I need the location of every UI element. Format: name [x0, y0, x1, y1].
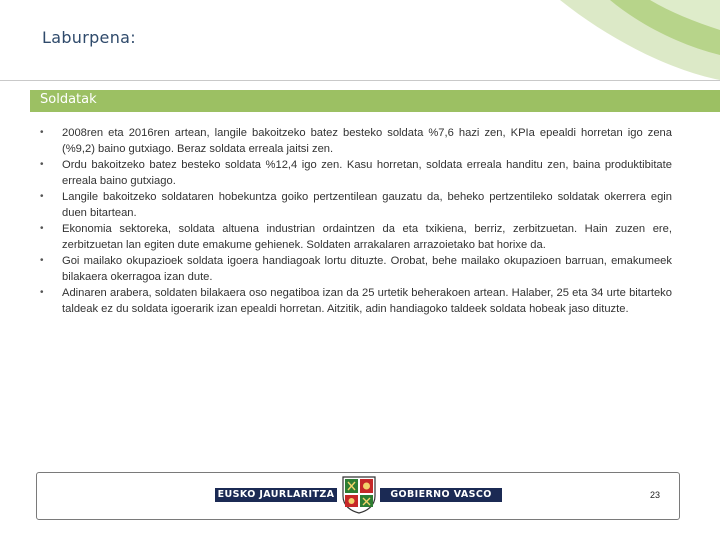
- bullet-text: Adinaren arabera, soldaten bilakaera oso negatiboa izan da 25 urtetik beherakoen artean. Halaber, 25 eta 34 urte bitarteko taldeak ez du soldata igoerarik izan epealdi horretan. Aitzitik, adin handiagoko taldeek soldata hobeak jaso dituzte.: [62, 287, 672, 315]
- bullet-text: Ekonomia sektoreka, soldata altuena industrian ordaintzen da eta txikiena, berriz, zerbitzuetan. Hain zuzen ere, zerbitzuetan lan egiten dute emakume gehienek. Soldaten arrakalaren arrazoietako bat horixe da.: [62, 223, 672, 251]
- section-header-bar: [30, 90, 720, 112]
- basque-government-shield-icon: [340, 474, 378, 514]
- bullet-marker: •: [40, 159, 44, 170]
- bullet-marker: •: [40, 191, 44, 202]
- bullet-text: 2008ren eta 2016ren artean, langile bakoitzeko batez besteko soldata %7,6 hazi zen, KPIa epealdi horretan igo zena (%9,2) baino gutxiago. Beraz soldata erreala jaitsi zen.: [62, 127, 672, 155]
- bullet-item: [40, 285, 672, 317]
- bullet-list: [40, 125, 672, 317]
- bullet-marker: •: [40, 127, 44, 138]
- gov-name-spanish: GOBIERNO VASCO: [380, 488, 502, 502]
- gov-name-basque: EUSKO JAURLARITZA: [215, 488, 337, 502]
- bullet-item: [40, 221, 672, 253]
- bullet-text: Ordu bakoitzeko batez besteko soldata %12,4 igo zen. Kasu horretan, soldata erreala handitu zen, baina produktibitate erreala baino gutxiago.: [62, 159, 672, 187]
- bullet-text: Langile bakoitzeko soldataren hobekuntza goiko pertzentilean gauzatu da, beheko pertzentileko soldatak okerrera egin duen bitartean.: [62, 191, 672, 219]
- section-label: Soldatak: [40, 92, 97, 107]
- bullet-item: [40, 125, 672, 157]
- bullet-marker: •: [40, 223, 44, 234]
- green-swoosh-icon: [540, 0, 720, 80]
- title-divider: [0, 80, 720, 81]
- bullet-item: [40, 157, 672, 189]
- bullet-text: Goi mailako okupazioek soldata igoera handiagoak lortu dituzte. Orobat, behe mailako okupazioen barruan, emakumeek bilakaera okerragoa izan dute.: [62, 255, 672, 283]
- slide-title: Laburpena:: [42, 28, 136, 47]
- bullet-item: [40, 253, 672, 285]
- bullet-marker: •: [40, 255, 44, 266]
- bullet-item: [40, 189, 672, 221]
- page-number: 23: [650, 490, 661, 500]
- bullet-marker: •: [40, 287, 44, 298]
